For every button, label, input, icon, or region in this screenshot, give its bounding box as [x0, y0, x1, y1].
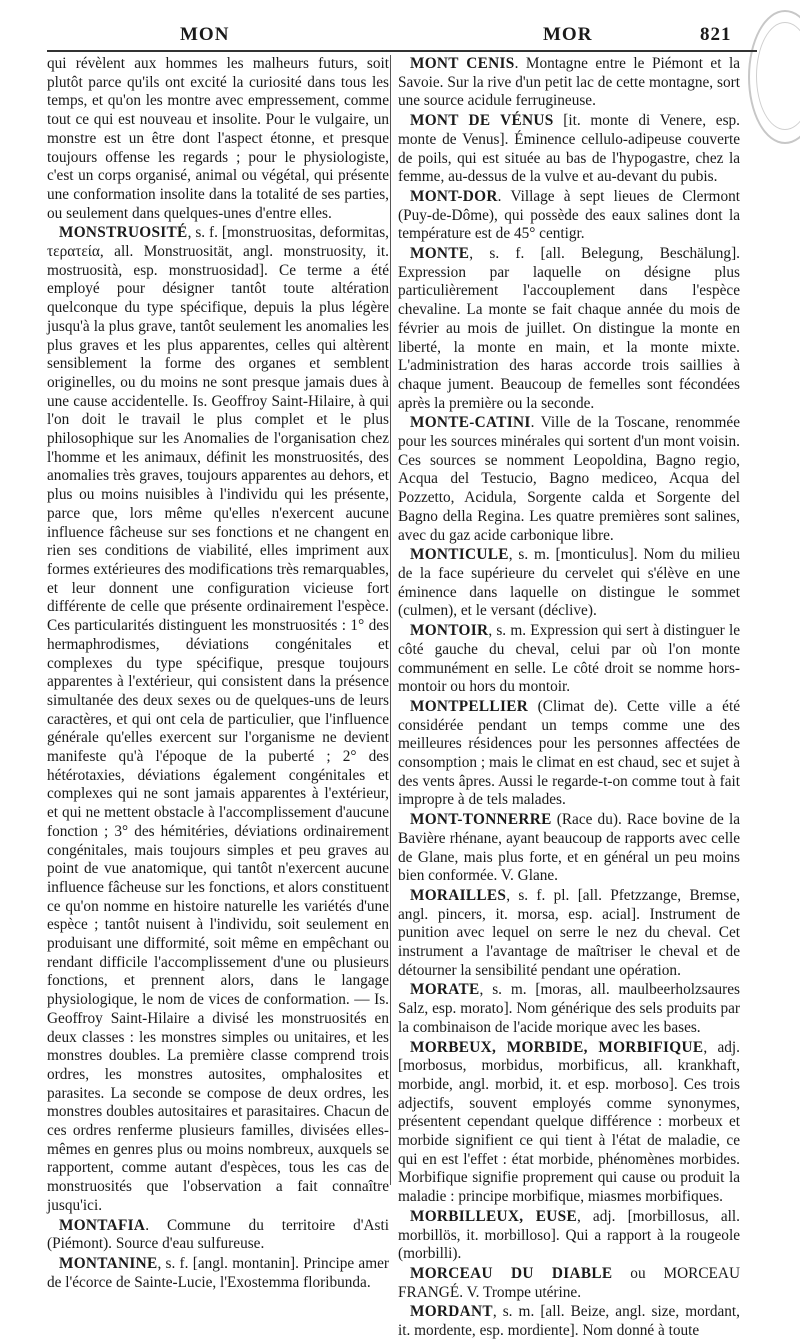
entry-mont-cenis: MONT CENIS. Montagne entre le Piémont et la Savoie. Sur la rive d'un petit lac de cette montagne, sort une source acidule ferrugineuse. — [398, 55, 740, 110]
headword: MORDANT — [410, 1303, 493, 1321]
headword: MONT CENIS — [410, 55, 515, 72]
headword: MORATE — [410, 981, 480, 999]
headword: MORAILLES — [410, 886, 507, 904]
headword: MONT DE VÉNUS — [410, 112, 554, 130]
column-divider — [390, 55, 391, 1185]
headword: MORCEAU DU DIABLE — [410, 1265, 613, 1282]
entry-morate: MORATE, s. m. [moras, all. maulbeerholzsaures Salz, esp. morato]. Nom générique des sels produits par la combinaison de l'acide morique avec les bases. — [398, 981, 740, 1036]
headword: MONTANINE — [59, 1255, 158, 1272]
headword: MONT-TONNERRE — [410, 811, 552, 829]
running-head-left: MON — [180, 24, 230, 45]
entry-montanine: MONTANINE, s. f. [angl. montanin]. Principe amer de l'écorce de Sainte-Lucie, l'Exostemma floribunda. — [47, 1255, 389, 1291]
headword: MONTE-CATINI — [410, 414, 531, 432]
entry-montpellier: MONTPELLIER (Climat de). Cette ville a été considérée pendant un temps comme une des meilleures résidences pour les personnes affectées de consomption ; mais le climat en est chaud, sec et sujet à des vents âpres. Aussi le regarde-t-on comme tout à fait impropre à de tels malades. — [398, 697, 740, 809]
entry-morbilleux: MORBILLEUX, EUSE, adj. [morbillosus, all. morbillös, it. morbilloso]. Qui a rapport à la rougeole (morbilli). — [398, 1207, 740, 1263]
left-column — [47, 55, 389, 1292]
entry-morailles: MORAILLES, s. f. pl. [all. Pfetzzange, Bremse, angl. pincers, it. morsa, esp. acial]. Instrument de punition avec lequel on serre le nez du cheval. Cet instrument a l'avantage de maîtriser le cheval et de détourner la sensibilité pendant une opération. — [398, 886, 740, 979]
headword: MONTICULE — [410, 546, 509, 564]
headword: MORBILLEUX, EUSE — [410, 1207, 577, 1225]
right-column — [398, 55, 740, 1341]
entry-mont-dor: MONT-DOR. Village à sept lieues de Clermont (Puy-de-Dôme), qui possède des eaux salines dont la température est de 45° centigr. — [398, 187, 740, 243]
entry-morceau-du-diable: MORCEAU DU DIABLE ou MORCEAU FRANGÉ. V. Trompe utérine. — [398, 1265, 740, 1301]
headword: MONTPELLIER — [410, 697, 529, 715]
entry-monstruosite: MONSTRUOSITÉ, s. f. [monstruositas, deformitas, τερατεία, all. Monstruosität, angl. monstruosity, it. mostruosità, esp. monstruosidad]. Ce terme a été employé pour désigner tantôt toute altération quelconque du type spécifique, depuis la plus légère jusqu'à la plus grave, tantôt seulement les anomalies les plus graves et les plus apparentes, celles qui altèrent sensiblement la forme des organes et semblent originelles, ou du moins ne sont presque jamais dues à une cause accidentelle. Is. Geoffroy Saint-Hilaire, à qui l'on doit le travail le plus complet et le plus philosophique sur les Anomalies de l'organisation chez l'homme et les animaux, définit les monstruosités, des anomalies très graves, toujours apparentes au dehors, et plus ou moins nuisibles à l'individu qui les présente, parce que, lors même qu'elles n'exercent aucune influence fâcheuse sur ses fonctions et ne changent en rien ses conditions de viabilité, elles impriment aux formes extérieures des modifications très remarquables, et leur donnent une configuration vicieuse fort différente de celle que présente ordinairement l'espèce. Ces particularités distinguent les monstruosités : 1° des hermaphrodismes, déviations congénitales et complexes du type spécifique, presque toujours apparentes à l'extérieur, qui consistent dans la présence simultanée des deux sexes ou de quelques-uns de leurs caractères, et qui ont cela de particulier, que l'influence générale qu'elles exercent sur l'organisme ne devient manifeste qu'à l'époque de la puberté ; 2° des hétérotaxies, déviations également congénitales et complexes qui ne sont jamais apparentes à l'extérieur, et qui ne mettent obstacle à l'accomplissement d'aucune fonction ; 3° des hémitéries, déviations ordinairement congénitales, mais toujours simples et peu graves au point de vue anatomique, qui tantôt n'exercent aucune influence fâcheuse sur les fonctions, et alors constituent ce qu'on nomme en histoire naturelle les variétés d'une espèce ; tantôt nuisent à l'individu, soit seulement en produisant une difformité, soit même en empêchant ou rendant difficile l'accomplissement d'une ou plusieurs fonctions, et prennent alors, dans le langage physiologique, le nom de vices de conformation. — Is. Geoffroy Saint-Hilaire a divisé les monstruosités en deux classes : les monstres simples ou unitaires, et les monstres doubles. La première classe comprend trois ordres, les monstres autosites, omphalosites et parasites. La seconde se compose de deux ordres, les monstres doubles autositaires et parasitaires. Chacun de ces ordres renferme plusieurs familles, divisées elles-mêmes en genres plus ou moins nombreux, auxquels se rapportent, comme autant d'espèces, tous les cas de monstruosités que l'observation a fait connaître jusqu'ici. — [47, 224, 389, 1214]
entry-mont-tonnerre: MONT-TONNERRE (Race du). Race bovine de la Bavière rhénane, ayant beaucoup de rapports avec celle de Glane, mais plus forte, et en général un peu moins bien conformée. V. Glane. — [398, 811, 740, 885]
headword: MONTE — [410, 245, 470, 263]
headword: MONTAFIA — [59, 1216, 146, 1234]
entry-montafia: MONTAFIA. Commune du territoire d'Asti (Piémont). Source d'eau sulfureuse. — [47, 1216, 389, 1253]
entry-monticule: MONTICULE, s. m. [monticulus]. Nom du milieu de la face supérieure du cervelet qui s'élève en une éminence dans laquelle on distingue le sommet (culmen), et le versant (déclive). — [398, 546, 740, 620]
entry-mont-de-venus: MONT DE VÉNUS [it. monte di Venere, esp. monte de Venus]. Éminence cellulo-adipeuse couverte de poils, qui est située au bas de l'hypogastre, chez la femme, au-dessus de la vulve et au-devant du pubis. — [398, 112, 740, 186]
entry-montoir: MONTOIR, s. m. Expression qui sert à distinguer le côté gauche du cheval, celui par où l'on monte communément en selle. Le côté droit se nomme hors-montoir ou hors du montoir. — [398, 622, 740, 696]
continued-text: qui révèlent aux hommes les malheurs futurs, soit plutôt parce qu'ils ont excité la curiosité dans tous les temps, et qu'on les montre avec empressement, comme tout ce qui est nouveau et insolite. Pour le vulgaire, un monstre est un être dont l'aspect étonne, et presque toujours offense les regards ; pour le physiologiste, c'est un corps organisé, animal ou végétal, qui présente une conformation insolite dans la totalité de ses parties, ou seulement dans quelques-unes d'entre elles. — [47, 55, 389, 222]
headword: MONT-DOR — [410, 187, 498, 205]
headword: MORBEUX, MORBIDE, MORBIFIQUE — [410, 1038, 704, 1056]
headword: MONTOIR — [410, 622, 489, 640]
entry-monte-catini: MONTE-CATINI. Ville de la Toscane, renommée pour les sources minérales qui sortent d'un mont voisin. Ces sources se nomment Leopoldina, Bagno regio, Acqua del Testucio, Bagno mediceo, Acqua del Pozzetto, Acidula, Sorgente calda et Sorgente del Bagno della Regina. Les quatre premières sont salines, avec du gaz acide carbonique libre. — [398, 414, 740, 544]
headword: MONSTRUOSITÉ — [59, 224, 188, 242]
header-rule — [47, 50, 757, 52]
running-head-right: MOR — [543, 24, 593, 45]
entry-monte: MONTE, s. f. [all. Belegung, Beschälung]. Expression par laquelle on désigne plus particulièrement l'accouplement dans l'espèce chevaline. La monte se fait chaque année du mois de février au mois de juillet. On distingue la monte en liberté, la monte en main, et la monte mixte. L'administration des haras accorde trois saillies à chaque jument. Beaucoup de femelles sont fécondées après la première ou la seconde. — [398, 245, 740, 412]
entry-mordant: MORDANT, s. m. [all. Beize, angl. size, mordant, it. mordente, esp. mordiente]. Nom donné à toute — [398, 1303, 740, 1340]
entry-morbeux: MORBEUX, MORBIDE, MORBIFIQUE, adj. [morbosus, morbidus, morbificus, all. krankhaft, morbide, angl. morbid, it. et esp. morboso]. Ces trois adjectifs, souvent employés comme synonymes, présentent cependant quelque différence : morbeux et morbide signifient ce qui tient à l'état de maladie, ce qui en est l'effet : état morbide, phénomènes morbides. Morbifique signifie proprement qui cause ou produit la maladie : principe morbifique, miasmes morbifiques. — [398, 1038, 740, 1206]
page-number: 821 — [700, 24, 732, 45]
